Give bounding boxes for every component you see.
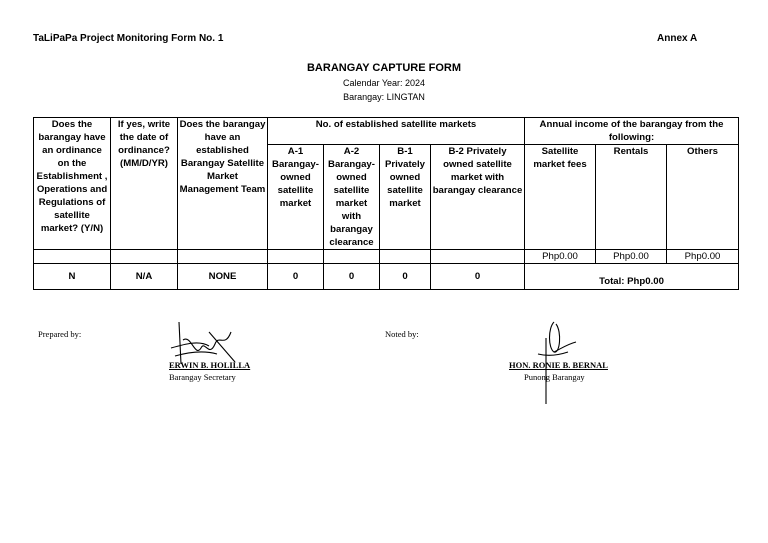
blank-cell: [380, 250, 431, 264]
prepared-by-name: ERWIN B. HOLILLA: [169, 360, 251, 370]
header-rentals: Rentals: [596, 145, 667, 250]
value-management-team: NONE: [178, 264, 268, 290]
blank-cell: [324, 250, 380, 264]
header-fees: Satellite market fees: [525, 145, 596, 250]
value-ordinance-date: N/A: [111, 264, 178, 290]
header-satellite-markets: No. of established satellite markets: [268, 118, 525, 145]
prepared-by-position: Barangay Secretary: [169, 372, 236, 382]
blank-cell: [34, 250, 111, 264]
value-total: Total: Php0.00: [525, 264, 739, 290]
header-a1: A-1 Barangay-owned satellite market: [268, 145, 324, 250]
blank-cell: [431, 250, 525, 264]
header-others: Others: [667, 145, 739, 250]
income-fees-value: Php0.00: [525, 250, 596, 264]
header-management-team: Does the barangay have an established Barangay Satellite Market Management Team: [178, 118, 268, 250]
blank-cell: [111, 250, 178, 264]
value-a2: 0: [324, 264, 380, 290]
page-title: BARANGAY CAPTURE FORM: [306, 62, 461, 74]
noted-by-position: Punong Barangay: [524, 372, 585, 382]
header-b1: B-1 Privately owned satellite market: [380, 145, 431, 250]
blank-cell: [268, 250, 324, 264]
value-a1: 0: [268, 264, 324, 290]
barangay-name: Barangay: LINGTAN: [343, 92, 425, 102]
blank-cell: [178, 250, 268, 264]
capture-form-table: [33, 117, 739, 290]
value-b2: 0: [431, 264, 525, 290]
annex-label: Annex A: [657, 33, 698, 44]
form-title: TaLiPaPa Project Monitoring Form No. 1: [33, 33, 224, 44]
calendar-year: Calendar Year: 2024: [342, 78, 426, 88]
noted-by-name: HON. RONIE B. BERNAL: [509, 360, 608, 370]
header-b2: B-2 Privately owned satellite market with barangay clearance: [431, 145, 525, 250]
header-annual-income: Annual income of the barangay from the following:: [525, 118, 739, 145]
income-row: [34, 250, 739, 264]
prepared-by-label: Prepared by:: [38, 329, 82, 339]
noted-by-label: Noted by:: [385, 329, 419, 339]
value-b1: 0: [380, 264, 431, 290]
income-others-value: Php0.00: [667, 250, 739, 264]
header-a2: A-2 Barangay-owned satellite market with barangay clearance: [324, 145, 380, 250]
income-rentals-value: Php0.00: [596, 250, 667, 264]
header-ordinance-date: If yes, write the date of ordinance? (MM/D/YR): [111, 118, 178, 250]
value-ordinance: N: [34, 264, 111, 290]
values-row: [34, 264, 739, 290]
header-ordinance: Does the barangay have an ordinance on the Establishment , Operations and Regulations of satellite market? (Y/N): [34, 118, 111, 250]
